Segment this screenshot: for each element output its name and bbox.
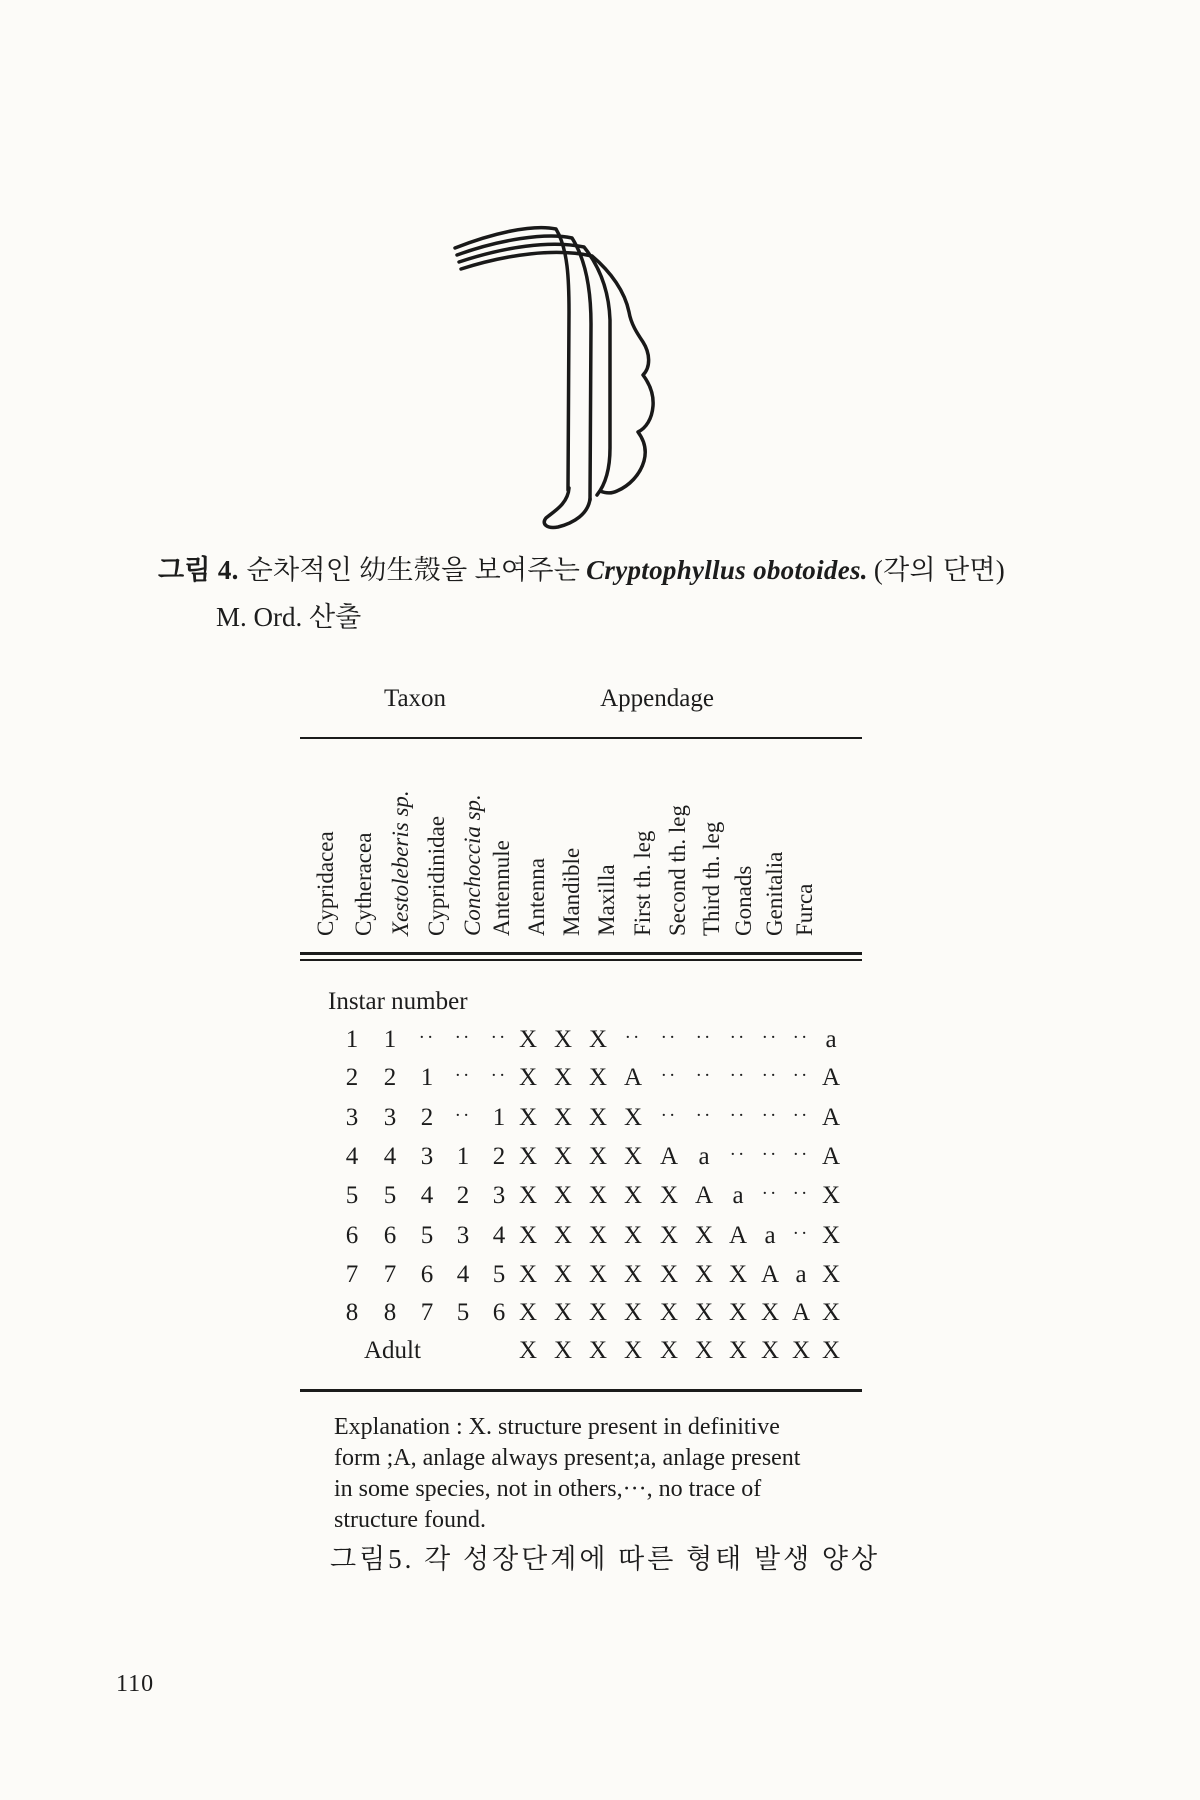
- table-cell: 6: [420, 1261, 434, 1288]
- table-cell: X: [518, 1104, 538, 1131]
- table-row: [0, 1299, 1200, 1331]
- table-cell: X: [518, 1299, 538, 1326]
- table-cell: 7: [345, 1261, 359, 1288]
- table-cell: X: [821, 1299, 841, 1326]
- table-cell: 4: [456, 1261, 470, 1288]
- table-cell: A: [694, 1182, 714, 1209]
- table-cell: X: [623, 1182, 643, 1209]
- table-row: [0, 1064, 1200, 1096]
- table-cell: ··: [761, 1144, 779, 1165]
- shell-cross-section-drawing: [398, 200, 668, 535]
- table-cell: ··: [792, 1223, 810, 1244]
- column-header-mandible: Mandible: [559, 847, 584, 936]
- figure4-caption-label: 그림 4.: [158, 555, 239, 585]
- table-cell: 1: [456, 1143, 470, 1170]
- column-header-maxilla: Maxilla: [594, 864, 619, 936]
- table-cell: ··: [729, 1105, 747, 1126]
- table-cell: X: [821, 1337, 841, 1364]
- table-cell: X: [588, 1261, 608, 1288]
- table-cell: ··: [761, 1065, 779, 1086]
- explanation-text: [334, 1412, 800, 1536]
- table-cell: X: [659, 1182, 679, 1209]
- table-cell: X: [518, 1261, 538, 1288]
- column-header-xestoleberis-sp: Xestoleberis sp.: [388, 790, 413, 936]
- table-cell: 4: [345, 1143, 359, 1170]
- table-cell: ··: [695, 1027, 713, 1048]
- table-cell: 5: [383, 1182, 397, 1209]
- shell-foot-outline: [544, 488, 590, 527]
- table-header-taxon: Taxon: [383, 685, 447, 712]
- table-cell: X: [694, 1222, 714, 1249]
- table-cell: ··: [454, 1027, 472, 1048]
- table-cell: X: [518, 1143, 538, 1170]
- table-cell: ··: [660, 1105, 678, 1126]
- figure5-caption: 그림5. 각 성장단계에 따른 형태 발생 양상: [330, 1544, 881, 1574]
- column-header-conchoccia-sp: Conchoccia sp.: [460, 794, 485, 936]
- page-number: 110: [116, 1671, 155, 1697]
- table-row: [0, 1143, 1200, 1175]
- table-cell: X: [659, 1299, 679, 1326]
- table-cell: A: [821, 1143, 841, 1170]
- table-cell: X: [553, 1182, 573, 1209]
- table-cell: X: [694, 1337, 714, 1364]
- table-cell: 3: [420, 1143, 434, 1170]
- table-cell: ··: [792, 1065, 810, 1086]
- table-cell: X: [588, 1299, 608, 1326]
- table-cell: X: [588, 1222, 608, 1249]
- figure4-caption: [158, 548, 1005, 587]
- table-cell: ··: [695, 1065, 713, 1086]
- column-header-cytheracea: Cytheracea: [351, 832, 376, 936]
- table-cell: 2: [456, 1182, 470, 1209]
- table-row: [0, 1182, 1200, 1214]
- table-cell: ··: [624, 1027, 642, 1048]
- row-label-adult: Adult: [364, 1337, 421, 1364]
- explanation-line: form ;A, anlage always present;a, anlage present: [334, 1445, 801, 1471]
- table-cell: 8: [345, 1299, 359, 1326]
- table-cell: X: [518, 1026, 538, 1053]
- table-cell: 3: [492, 1182, 506, 1209]
- table-cell: 1: [345, 1026, 359, 1053]
- table-cell: X: [588, 1064, 608, 1091]
- table-cell: a: [764, 1222, 776, 1249]
- table-cell: 2: [345, 1064, 359, 1091]
- table-cell: 4: [383, 1143, 397, 1170]
- table-cell: X: [518, 1064, 538, 1091]
- table-cell: a: [825, 1026, 837, 1053]
- table-cell: ··: [729, 1144, 747, 1165]
- table-cell: X: [553, 1104, 573, 1131]
- table-cell: 1: [420, 1064, 434, 1091]
- table-cell: 3: [345, 1104, 359, 1131]
- column-header-antenna: Antenna: [524, 858, 549, 936]
- table-cell: ··: [454, 1105, 472, 1126]
- table-cell: X: [659, 1337, 679, 1364]
- table-cell: X: [760, 1337, 780, 1364]
- table-cell: X: [553, 1299, 573, 1326]
- table-cell: X: [518, 1182, 538, 1209]
- table-cell: X: [791, 1337, 811, 1364]
- table-cell: 7: [420, 1299, 434, 1326]
- table-row: [0, 1026, 1200, 1058]
- table-cell: 1: [492, 1104, 506, 1131]
- table-cell: X: [728, 1261, 748, 1288]
- table-cell: X: [821, 1222, 841, 1249]
- figure4-species-name: Cryptophyllus obotoides.: [586, 555, 868, 585]
- table-cell: X: [623, 1104, 643, 1131]
- table-cell: ··: [792, 1027, 810, 1048]
- table-cell: X: [659, 1261, 679, 1288]
- table-header-rule-upper: [300, 952, 862, 955]
- table-cell: 7: [383, 1261, 397, 1288]
- table-cell: X: [623, 1143, 643, 1170]
- table-cell: ··: [729, 1027, 747, 1048]
- explanation-line: Explanation : X. structure present in definitive: [334, 1414, 780, 1440]
- table-cell: X: [553, 1026, 573, 1053]
- table-cell: 3: [456, 1222, 470, 1249]
- table-cell: X: [821, 1182, 841, 1209]
- table-cell: X: [694, 1299, 714, 1326]
- table-cell: ··: [761, 1027, 779, 1048]
- figure4-caption-suffix: (각의 단면): [873, 555, 1006, 585]
- table-cell: 6: [345, 1222, 359, 1249]
- table-cell: X: [518, 1222, 538, 1249]
- explanation-line: structure found.: [334, 1507, 486, 1533]
- table-cell: ··: [792, 1105, 810, 1126]
- table-cell: ··: [761, 1183, 779, 1204]
- shell-valve-line-4-lobed: [461, 252, 653, 492]
- column-header-furca: Furca: [792, 883, 817, 936]
- table-cell: A: [623, 1064, 643, 1091]
- table-cell: X: [821, 1261, 841, 1288]
- table-cell: X: [623, 1261, 643, 1288]
- table-cell: a: [698, 1143, 710, 1170]
- table-cell: 2: [420, 1104, 434, 1131]
- table-cell: A: [659, 1143, 679, 1170]
- table-cell: A: [821, 1104, 841, 1131]
- column-header-cypridinidae: Cypridinidae: [424, 815, 449, 936]
- table-cell: ··: [792, 1183, 810, 1204]
- table-row: [0, 1337, 1200, 1369]
- table-cell: X: [518, 1337, 538, 1364]
- table-cell: A: [791, 1299, 811, 1326]
- column-header-gonads: Gonads: [731, 865, 756, 936]
- table-cell: X: [728, 1299, 748, 1326]
- table-cell: ··: [792, 1144, 810, 1165]
- column-header-genitalia: Genitalia: [762, 851, 787, 936]
- table-header-rule-lower: [300, 959, 862, 961]
- table-cell: X: [553, 1143, 573, 1170]
- table-cell: X: [588, 1182, 608, 1209]
- table-row: [0, 1261, 1200, 1293]
- table-bottom-rule: [300, 1389, 862, 1392]
- table-cell: 6: [383, 1222, 397, 1249]
- table-cell: 5: [456, 1299, 470, 1326]
- table-cell: ··: [729, 1065, 747, 1086]
- table-cell: X: [553, 1261, 573, 1288]
- table-cell: X: [623, 1222, 643, 1249]
- table-cell: ··: [454, 1065, 472, 1086]
- table-cell: X: [553, 1064, 573, 1091]
- table-cell: A: [728, 1222, 748, 1249]
- table-top-rule: [300, 737, 862, 739]
- table-cell: X: [588, 1143, 608, 1170]
- table-cell: X: [623, 1337, 643, 1364]
- table-cell: X: [553, 1222, 573, 1249]
- table-cell: X: [588, 1337, 608, 1364]
- table-cell: 2: [492, 1143, 506, 1170]
- column-header-antennule: Antennule: [489, 840, 514, 936]
- table-cell: 5: [420, 1222, 434, 1249]
- table-cell: 3: [383, 1104, 397, 1131]
- table-cell: 8: [383, 1299, 397, 1326]
- table-row: [0, 1104, 1200, 1136]
- table-cell: 4: [492, 1222, 506, 1249]
- table-cell: a: [732, 1182, 744, 1209]
- table-cell: 1: [383, 1026, 397, 1053]
- shell-valve-line-2: [457, 236, 591, 500]
- table-cell: X: [623, 1299, 643, 1326]
- table-header-appendage: Appendage: [600, 685, 714, 712]
- table-cell: 2: [383, 1064, 397, 1091]
- column-header-cypridacea: Cypridacea: [313, 831, 338, 936]
- table-cell: X: [728, 1337, 748, 1364]
- table-cell: 6: [492, 1299, 506, 1326]
- table-cell: a: [795, 1261, 807, 1288]
- figure4-caption-line2: M. Ord. 산출: [216, 602, 362, 632]
- table-cell: X: [553, 1337, 573, 1364]
- column-header-third-th-leg: Third th. leg: [699, 821, 724, 936]
- table-cell: X: [588, 1026, 608, 1053]
- table-cell: 5: [492, 1261, 506, 1288]
- table-cell: ··: [660, 1027, 678, 1048]
- table-cell: ··: [660, 1065, 678, 1086]
- table-cell: X: [694, 1261, 714, 1288]
- figure4-caption-text: 순차적인 幼生殼을 보여주는: [246, 555, 581, 585]
- table-cell: ··: [418, 1027, 436, 1048]
- table-cell: ··: [490, 1027, 508, 1048]
- table-section-label: Instar number: [328, 988, 468, 1015]
- table-cell: 5: [345, 1182, 359, 1209]
- table-row: [0, 1222, 1200, 1254]
- column-header-second-th-leg: Second th. leg: [665, 805, 690, 936]
- table-cell: X: [659, 1222, 679, 1249]
- table-cell: ··: [761, 1105, 779, 1126]
- column-header-first-th-leg: First th. leg: [630, 830, 655, 936]
- table-cell: X: [760, 1299, 780, 1326]
- explanation-line: in some species, not in others,···, no trace of: [334, 1476, 762, 1502]
- table-cell: ··: [695, 1105, 713, 1126]
- table-cell: X: [588, 1104, 608, 1131]
- table-cell: A: [821, 1064, 841, 1091]
- table-cell: 4: [420, 1182, 434, 1209]
- table-cell: ··: [490, 1065, 508, 1086]
- table-cell: A: [760, 1261, 780, 1288]
